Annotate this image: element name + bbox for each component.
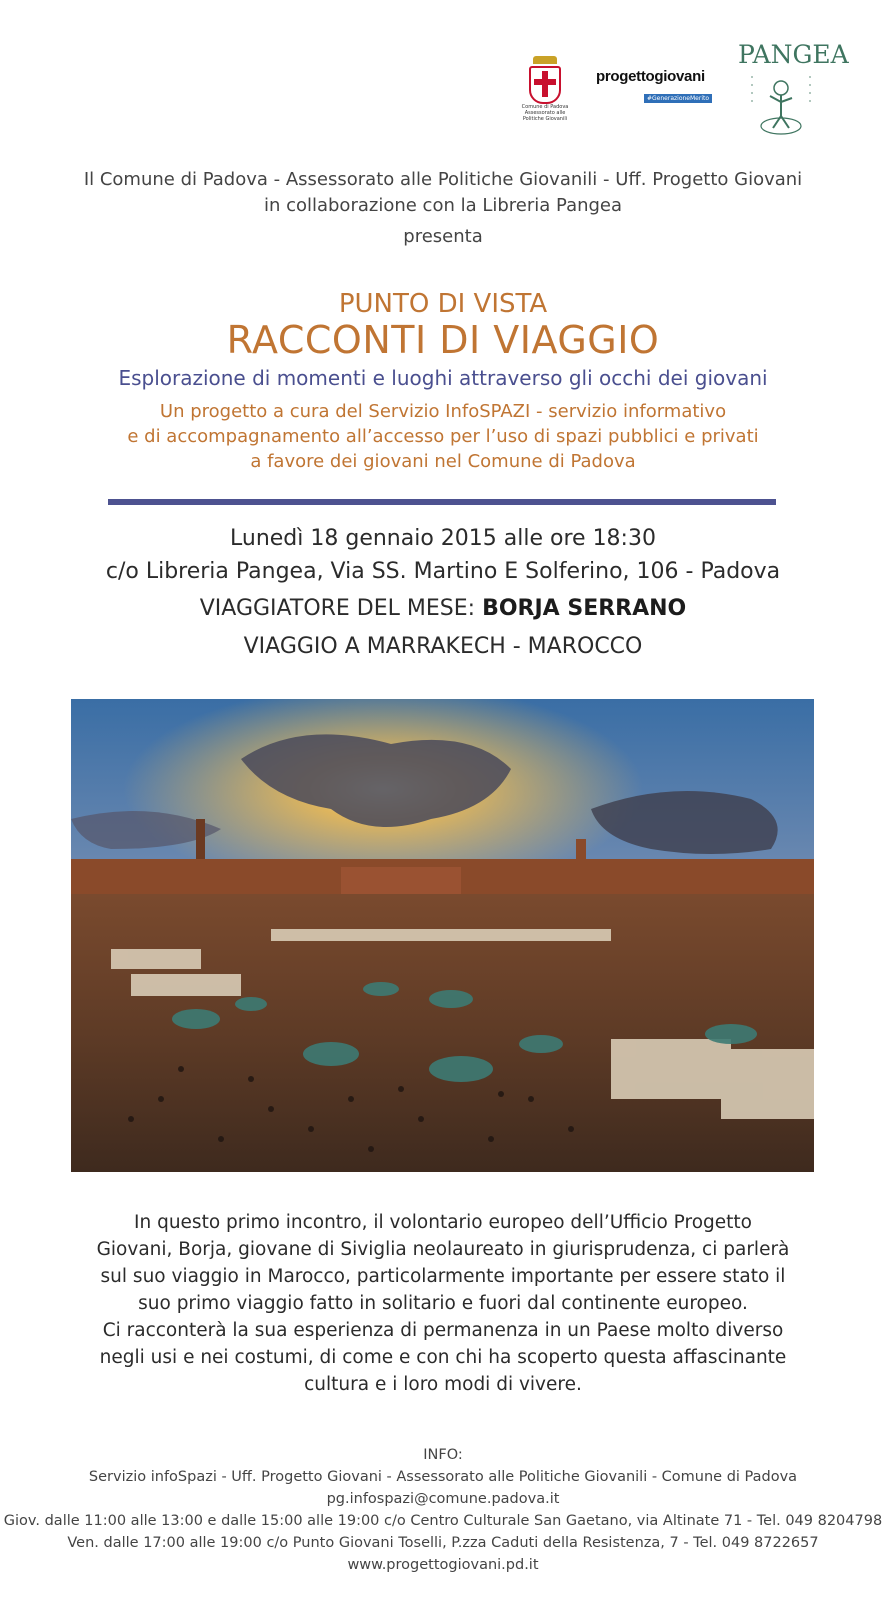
description-line: In questo primo incontro, il volontario europeo dell’Ufficio Progetto [134,1212,752,1233]
event-subtitle: Esplorazione di momenti e luoghi attraverso gli occhi dei giovani [118,366,768,390]
description-line: sul suo viaggio in Marocco, particolarmente importante per essere stato il [100,1266,786,1287]
description-line: negli usi e nei costumi, di come e con chi ha scoperto questa affascinante [99,1347,787,1368]
progetto-giovani-wordmark: progettogiovani [596,68,705,85]
event-venue: c/o Libreria Pangea, Via SS. Martino E Solferino, 106 - Padova [105,559,781,584]
event-title: RACCONTI DI VIAGGIO [226,318,660,362]
pangea-figure-icon [746,68,816,136]
coat-of-arms-icon [529,66,561,104]
organizer-intro [0,167,886,219]
info-email-link[interactable]: pg.infospazi@comune.padova.it [326,1491,560,1507]
info-hours-thursday: Giov. dalle 11:00 alle 13:00 e dalle 15:00 alle 19:00 c/o Centro Culturale San Gaetano, via Altinate 71 - Tel. 049 8204798 [3,1513,883,1529]
project-line: e di accompagnamento all’accesso per l’uso di spazi pubblici e privati [127,426,759,447]
traveler-of-month [0,596,886,621]
description-line: Ci racconterà la sua esperienza di permanenza in un Paese molto diverso [102,1320,784,1341]
info-hours-friday: Ven. dalle 17:00 alle 19:00 c/o Punto Giovani Toselli, P.zza Caduti della Resistenza, 7 - Tel. 049 8722657 [67,1535,819,1551]
crown-icon [533,56,557,64]
trip-destination: VIAGGIO A MARRAKECH - MAROCCO [243,634,643,659]
info-heading: INFO: [423,1447,463,1463]
contact-info [0,1444,886,1576]
description-line: suo primo viaggio fatto in solitario e fuori dal continente europeo. [138,1293,748,1314]
marrakech-photo [71,699,814,1172]
description-line: cultura e i loro modi di vivere. [304,1374,582,1395]
traveler-name: BORJA SERRANO [482,596,687,621]
event-date: Lunedì 18 gennaio 2015 alle ore 18:30 [230,526,656,551]
organizer-line: Il Comune di Padova - Assessorato alle Politiche Giovanili - Uff. Progetto Giovani [83,169,803,190]
series-title: PUNTO DI VISTA [338,289,548,319]
project-line: a favore dei giovani nel Comune di Padova [250,451,636,472]
info-service: Servizio infoSpazi - Uff. Progetto Giovani - Assessorato alle Politiche Giovanili - Comune di Padova [88,1469,798,1485]
pangea-logo [738,40,849,140]
description-line: Giovani, Borja, giovane di Siviglia neolaureato in giurisprudenza, ci parlerà [96,1239,790,1260]
divider-line [108,499,776,505]
pangea-wordmark: PANGEA [738,40,849,69]
event-description [60,1209,826,1398]
comune-padova-logo [519,56,571,122]
project-line: Un progetto a cura del Servizio InfoSPAZI - servizio informativo [159,401,727,422]
info-website-link[interactable]: www.progettogiovani.pd.it [347,1557,539,1573]
collaboration-line: in collaborazione con la Libreria Pangea [263,195,623,216]
presents-text: presenta [403,226,483,247]
project-description [0,399,886,474]
progetto-giovani-logo [596,68,710,104]
comune-logo-caption: Comune di Padova Assessorato alle Politiche Giovanili [521,104,569,122]
progetto-giovani-tag: #GenerazioneMerito [644,94,712,103]
logo-bar [0,40,886,140]
traveler-label: VIAGGIATORE DEL MESE: [199,596,483,621]
